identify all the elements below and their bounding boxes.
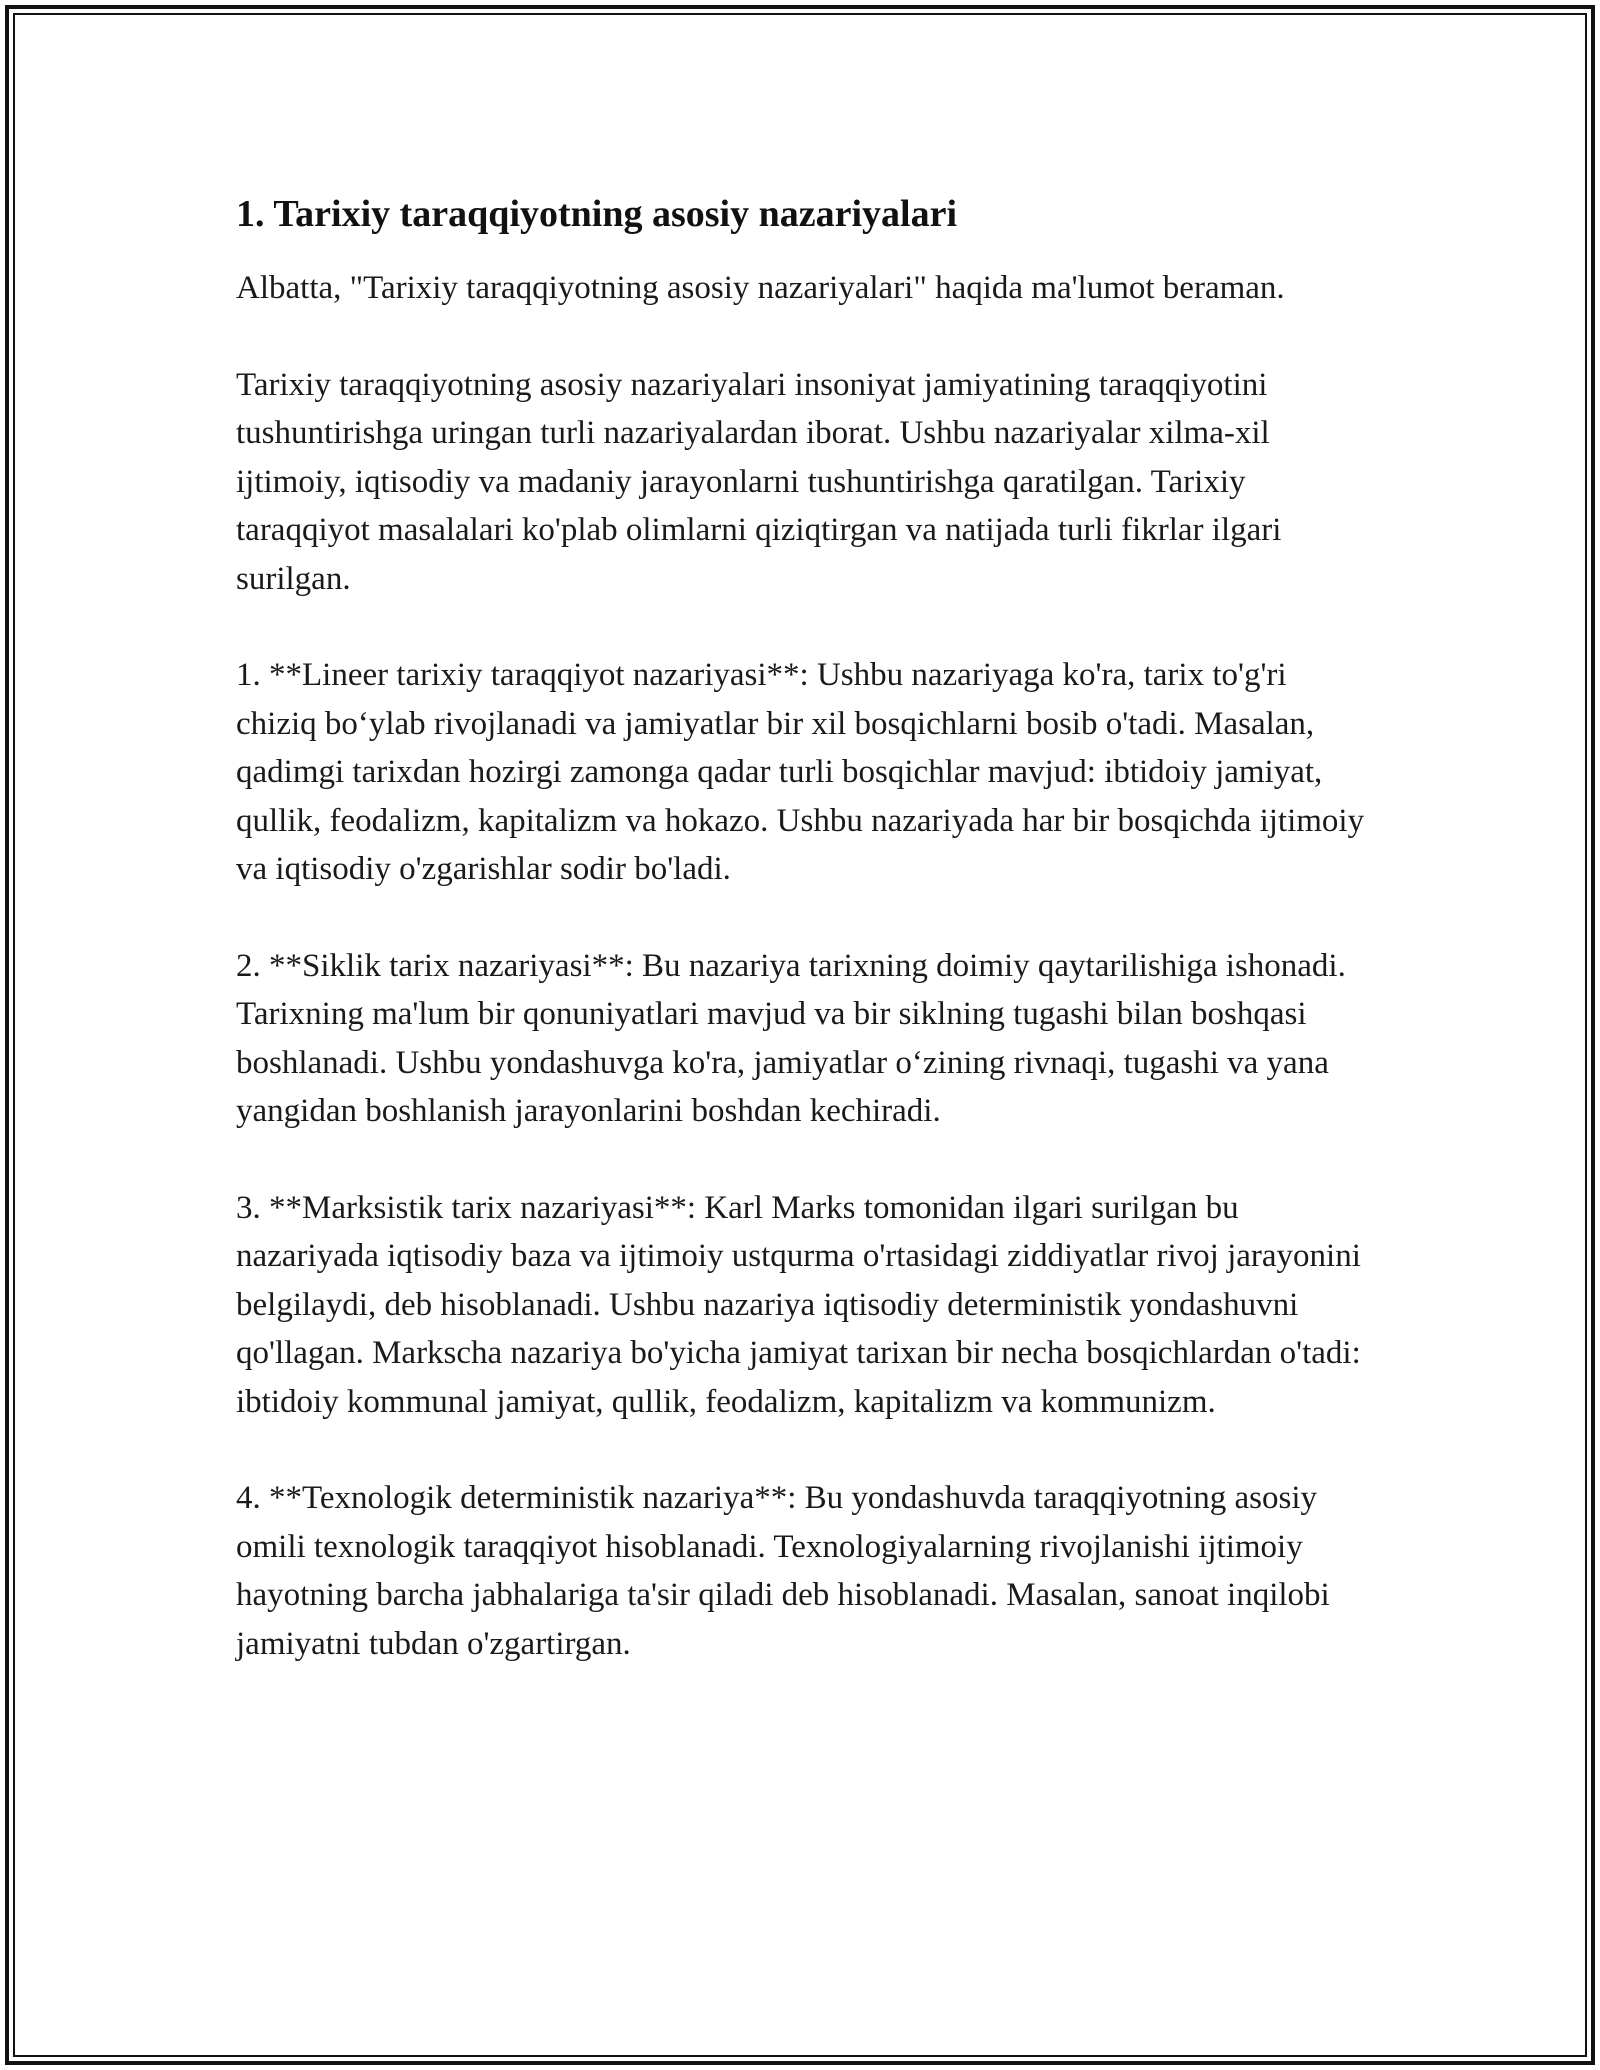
intro-paragraph: Albatta, "Tarixiy taraqqiyotning asosiy nazariyalari" haqida ma'lumot beraman. bbox=[236, 270, 1285, 306]
cyclic-theory-paragraph: 2. **Siklik tarix nazariyasi**: Bu nazariya tarixning doimiy qaytarilishiga ishonadi. Tarixning ma'lum bir qonuniyatlari mavjud va bir siklning tugashi bilan boshqasi boshlanadi. Ushbu yondashuvga ko'ra, jamiyatlar o‘zining rivnaqi, tugashi va yana yangidan boshlanish jarayonlarini boshdan kechiradi. bbox=[236, 947, 1346, 1129]
overview-paragraph: Tarixiy taraqqiyotning asosiy nazariyalari insoniyat jamiyatining taraqqiyotini tushuntirishga uringan turli nazariyalardan iborat. Ushbu nazariyalar xilma-xil ijtimoiy, iqtisodiy va madaniy jarayonlarni tushuntirishga qaratilgan. Tarixiy taraqqiyot masalalari ko'plab olimlarni qiziqtirgan va natijada turli fikrlar ilgari surilgan. bbox=[236, 366, 1282, 597]
document-title: 1. Tarixiy taraqqiyotning asosiy nazariyalari bbox=[236, 193, 958, 235]
technological-theory-paragraph: 4. **Texnologik deterministik nazariya**: Bu yondashuvda taraqqiyotning asosiy omili texnologik taraqqiyot hisoblanadi. Texnologiyalarning rivojlanishi ijtimoiy hayotning barcha jabhalariga ta'sir qiladi deb hisoblanadi. Masalan, sanoat inqilobi jamiyatni tubdan o'zgartirgan. bbox=[236, 1480, 1330, 1662]
document-body bbox=[236, 188, 1366, 1668]
linear-theory-paragraph: 1. **Lineer tarixiy taraqqiyot nazariyasi**: Ushbu nazariyaga ko'ra, tarix to'g'ri chiziq bo‘ylab rivojlanadi va jamiyatlar bir xil bosqichlarni bosib o'tadi. Masalan, qadimgi tarixdan hozirgi zamonga qadar turli bosqichlar mavjud: ibtidoiy jamiyat, qullik, feodalizm, kapitalizm va hokazo. Ushbu nazariyada har bir bosqichda ijtimoiy va iqtisodiy o'zgarishlar sodir bo'ladi. bbox=[236, 657, 1365, 887]
marxist-theory-paragraph: 3. **Marksistik tarix nazariyasi**: Karl Marks tomonidan ilgari surilgan bu nazariyada iqtisodiy baza va ijtimoiy ustqurma o'rtasidagi ziddiyatlar rivoj jarayonini belgilaydi, deb hisoblanadi. Ushbu nazariya iqtisodiy deterministik yondashuvni qo'llagan. Markscha nazariya bo'yicha jamiyat tarixan bir necha bosqichlardan o'tadi: ibtidoiy kommunal jamiyat, qullik, feodalizm, kapitalizm va kommunizm. bbox=[236, 1189, 1361, 1420]
